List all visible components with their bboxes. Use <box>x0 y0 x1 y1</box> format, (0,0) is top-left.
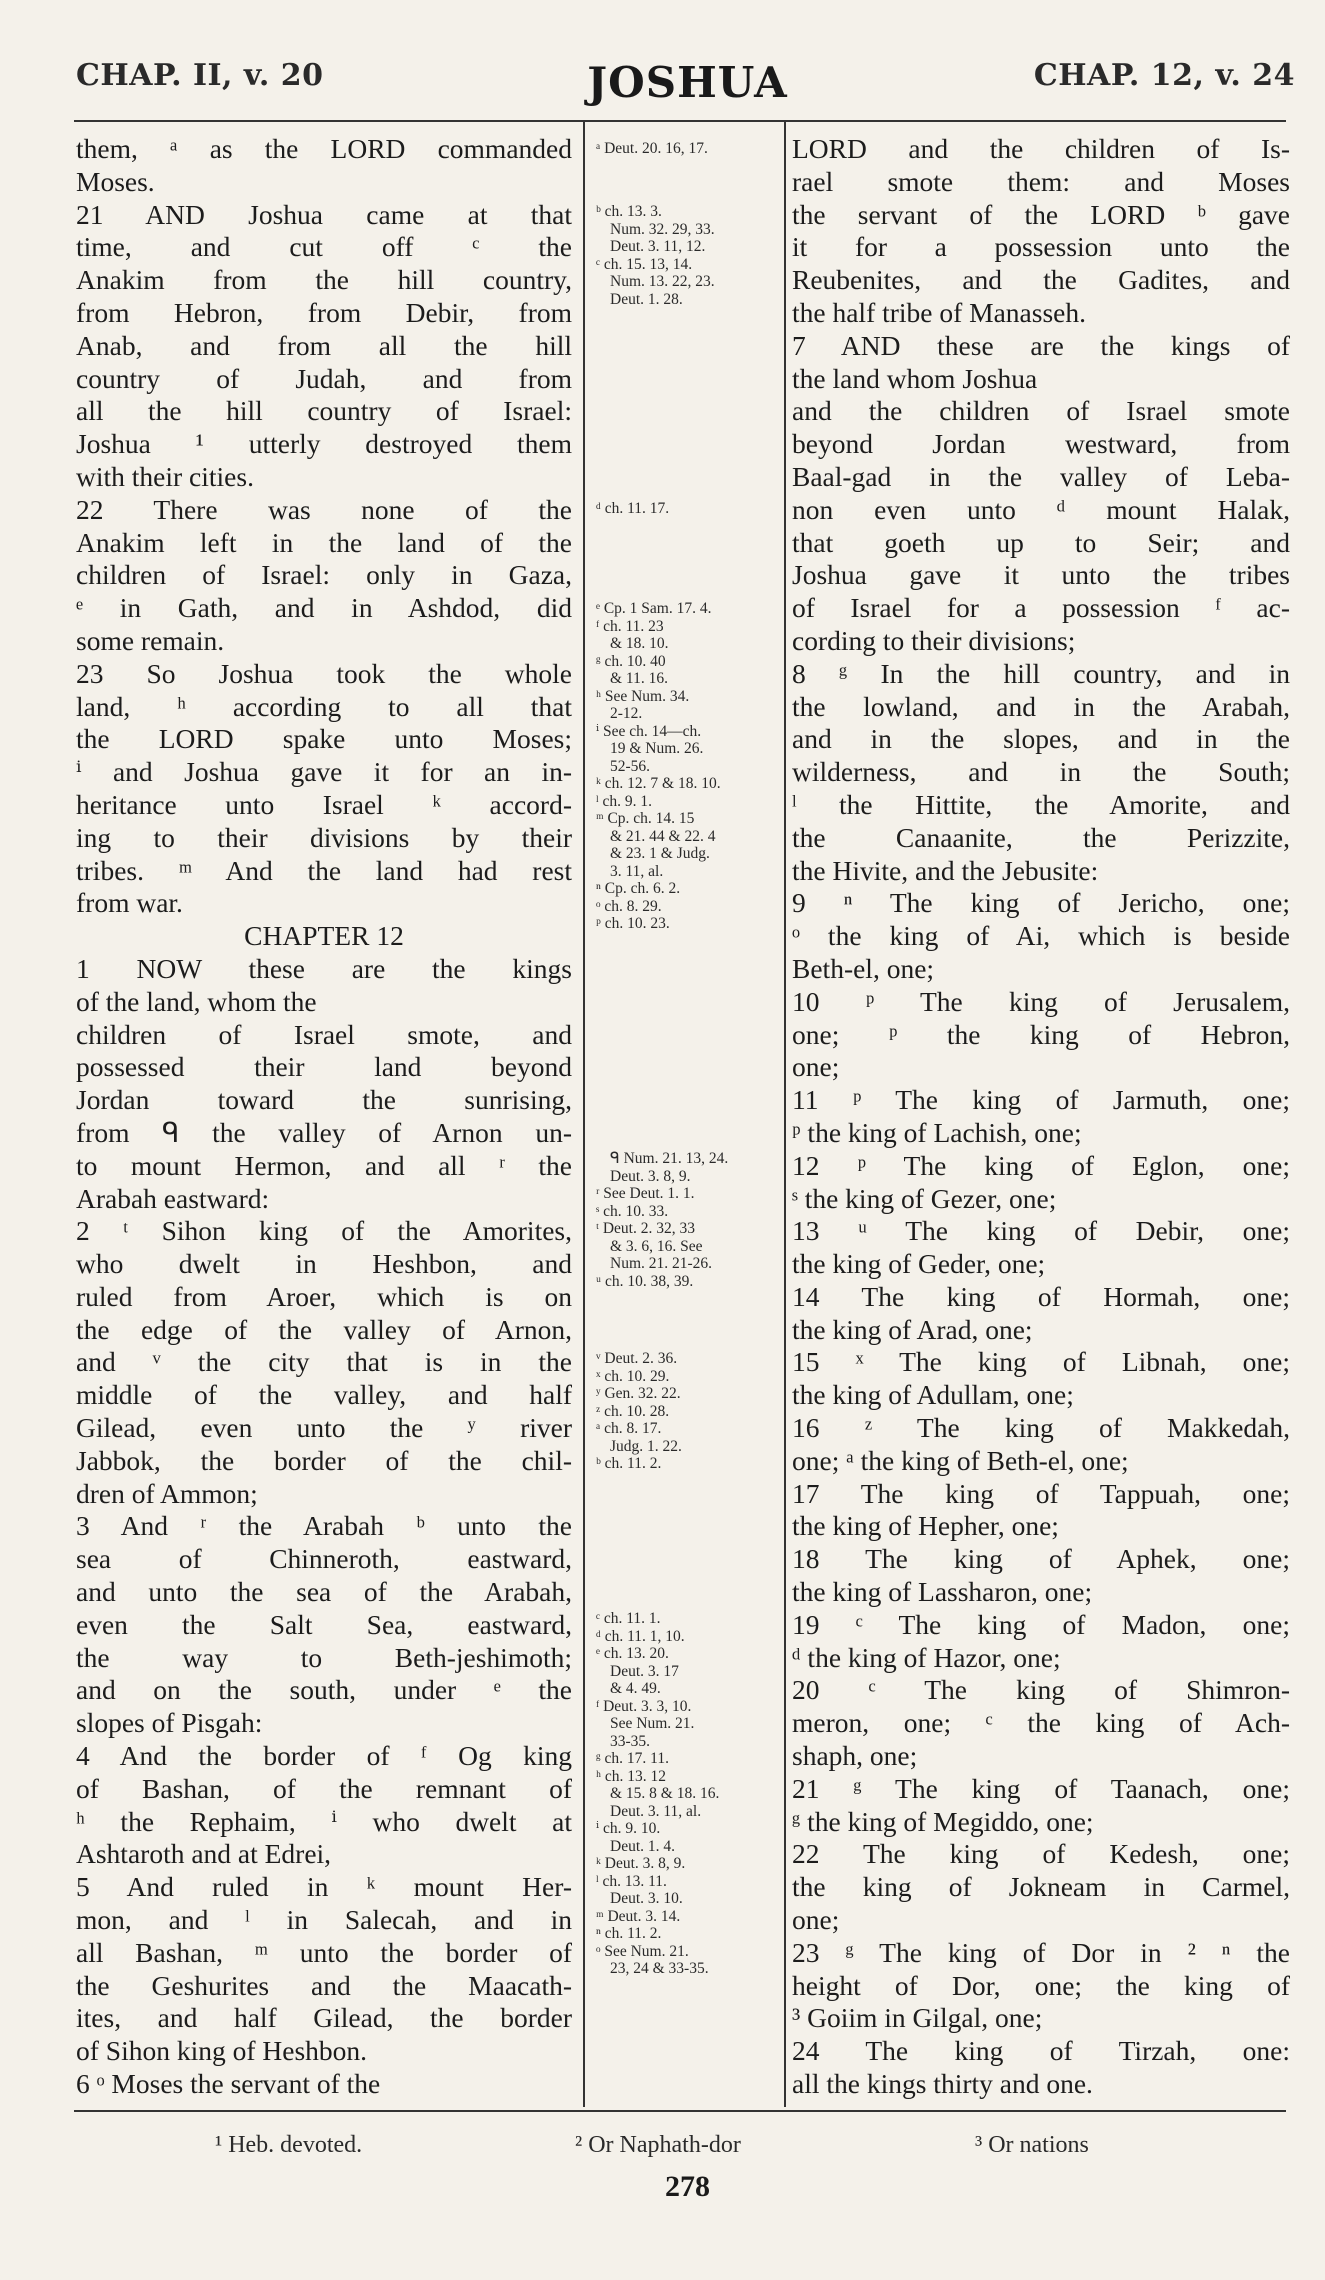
text-line: slopes of Pisgah: <box>76 1707 263 1739</box>
text-line: tribes. ᵐ And the land had rest <box>76 854 572 886</box>
text-line: Jabbok, the border of the chil- <box>76 1444 572 1476</box>
cross-reference: 23, 24 & 33-35. <box>610 1960 709 1977</box>
text-line: beyond Jordan westward, from <box>792 428 1290 460</box>
footnote-3: ³ Or nations <box>975 2132 1089 2158</box>
text-line: one; <box>792 1051 840 1083</box>
text-line: 19 ᶜ The king of Madon, one; <box>792 1608 1290 1640</box>
text-line: the lowland, and in the Arabah, <box>792 690 1290 722</box>
cross-reference: 3. 11, al. <box>610 862 664 880</box>
text-line: and the children of Israel smote <box>792 395 1290 427</box>
text-line: Arabah eastward: <box>76 1182 270 1214</box>
cross-reference: ᵉ Cp. 1 Sam. 17. 4. <box>596 600 712 617</box>
footer-rule <box>74 2110 1286 2112</box>
text-line: height of Dor, one; the king of <box>792 1969 1290 2001</box>
text-line: from war. <box>76 887 183 919</box>
reference-block-4 <box>596 600 780 933</box>
cross-reference: ᵍ ch. 17. 11. <box>596 1750 669 1767</box>
text-line: wilderness, and in the South; <box>792 756 1290 788</box>
text-line: rael smote them: and Moses <box>792 165 1290 197</box>
text-line: middle of the valley, and half <box>76 1379 572 1411</box>
text-line: shaph, one; <box>792 1740 918 1772</box>
text-line: 23 So Joshua took the whole <box>76 657 572 689</box>
text-line: all the hill country of Israel: <box>76 395 572 427</box>
cross-reference: ᵇ ch. 13. 3. <box>596 203 662 220</box>
text-line: Anakim from the hill country, <box>76 264 572 296</box>
text-line: heritance unto Israel ᵏ accord- <box>76 788 572 820</box>
text-line: 14 The king of Hormah, one; <box>792 1280 1290 1312</box>
text-line: all Bashan, ᵐ unto the border of <box>76 1936 572 1968</box>
text-line: ᵒ the king of Ai, which is beside <box>792 920 1290 952</box>
text-line: Gilead, even unto the ʸ river <box>76 1412 572 1444</box>
text-line: the Canaanite, the Perizzite, <box>792 821 1290 853</box>
cross-reference: & 11. 16. <box>610 670 668 687</box>
cross-reference: & 15. 8 & 18. 16. <box>610 1785 720 1802</box>
cross-reference: ᵈ ch. 11. 1, 10. <box>596 1627 685 1645</box>
footnote-2: ² Or Naphath-dor <box>575 2132 741 2158</box>
text-line: 17 The king of Tappuah, one; <box>792 1477 1290 1509</box>
reference-block-6 <box>596 1350 780 1473</box>
text-line: the Geshurites and the Maacath- <box>76 1969 572 2001</box>
text-line: of Israel for a possession ᶠ ac- <box>792 592 1290 624</box>
text-line: 21 AND Joshua came at that <box>76 198 572 230</box>
cross-reference: ˡ ch. 13. 11. <box>596 1872 667 1890</box>
text-line: Ashtaroth and at Edrei, <box>76 1838 332 1870</box>
header-chapter-end: CHAP. 12, v. 24 <box>1033 58 1295 93</box>
text-line: ᵈ the king of Hazor, one; <box>792 1641 1061 1673</box>
text-line: cording to their divisions; <box>792 624 1076 656</box>
text-line: ⁱ and Joshua gave it for an in- <box>76 756 572 788</box>
text-line: the Hivite, and the Jebusite: <box>792 854 1099 886</box>
cross-reference: ᵖ ch. 10. 23. <box>596 915 670 932</box>
cross-reference: Judg. 1. 22. <box>610 1437 682 1455</box>
reference-block-2 <box>596 203 780 308</box>
cross-reference: ᵇ ch. 11. 2. <box>596 1455 662 1472</box>
text-line: non even unto ᵈ mount Halak, <box>792 493 1290 525</box>
text-line: sea of Chinneroth, eastward, <box>76 1543 572 1575</box>
cross-reference: ⁱ See ch. 14—ch. <box>596 722 702 740</box>
text-line: Anakim left in the land of the <box>76 526 572 558</box>
text-line: ʰ the Rephaim, ⁱ who dwelt at <box>76 1805 572 1837</box>
text-line: 11 ᵖ The king of Jarmuth, one; <box>792 1084 1290 1116</box>
text-line: ᵖ the king of Lachish, one; <box>792 1116 1082 1148</box>
text-line: Beth-el, one; <box>792 952 935 984</box>
text-line: the half tribe of Manasseh. <box>792 296 1087 328</box>
cross-reference: & 18. 10. <box>610 635 669 652</box>
text-line: the edge of the valley of Arnon, <box>76 1313 572 1345</box>
cross-reference: ᵃ Deut. 20. 16, 17. <box>596 140 708 157</box>
text-line: ruled from Aroer, which is on <box>76 1280 572 1312</box>
text-line: the land whom Joshua <box>792 362 1038 394</box>
text-line: the LORD spake unto Moses; <box>76 723 572 755</box>
text-line: 12 ᵖ The king of Eglon, one; <box>792 1149 1290 1181</box>
cross-reference: ᵍ ch. 10. 40 <box>596 652 666 670</box>
text-line: 10 ᵖ The king of Jerusalem, <box>792 985 1290 1017</box>
text-line: them, ᵃ as the LORD commanded <box>76 133 572 164</box>
text-line: the king of Geder, one; <box>792 1248 1046 1280</box>
text-line: Moses. <box>76 165 155 197</box>
text-line: Reubenites, and the Gadites, and <box>792 264 1290 296</box>
cross-reference: 19 & Num. 26. <box>610 740 704 757</box>
cross-reference: Deut. 3. 11, al. <box>610 1802 702 1820</box>
text-line: 1 NOW these are the kings <box>76 952 572 984</box>
text-line: 15 ˣ The king of Libnah, one; <box>792 1346 1290 1378</box>
cross-reference: & 21. 44 & 22. 4 <box>610 827 716 845</box>
text-line: ˡ the Hittite, the Amorite, and <box>792 788 1290 820</box>
cross-reference: ᵒ See Num. 21. <box>596 1942 689 1960</box>
text-line: and on the south, under ᵉ the <box>76 1674 572 1706</box>
cross-reference: ʰ ch. 13. 12 <box>596 1767 666 1785</box>
cross-reference: ⁿ ch. 11. 2. <box>596 1925 662 1942</box>
text-line: ᵉ in Gath, and in Ashdod, did <box>76 592 572 624</box>
cross-reference: ᶜ ch. 15. 13, 14. <box>596 255 693 273</box>
text-line: of Bashan, of the remnant of <box>76 1772 572 1804</box>
cross-reference: ᵗ Deut. 2. 32, 33 <box>596 1220 695 1237</box>
header-chapter-start: CHAP. II, v. 20 <box>76 58 324 93</box>
text-line: country of Judah, and from <box>76 362 572 394</box>
cross-reference: ᵏ Deut. 3. 8, 9. <box>596 1855 686 1872</box>
text-line: ˢ the king of Gezer, one; <box>792 1182 1057 1214</box>
text-line: ing to their divisions by their <box>76 821 572 853</box>
text-line: some remain. <box>76 624 225 656</box>
cross-reference: ʳ See Deut. 1. 1. <box>596 1185 695 1202</box>
footnote-1: ¹ Heb. devoted. <box>215 2132 363 2158</box>
cross-reference: 52-56. <box>610 757 651 775</box>
cross-reference: ᵏ ch. 12. 7 & 18. 10. <box>596 775 721 792</box>
text-line: the king of Jokneam in Carmel, <box>792 1871 1290 1903</box>
text-line: ites, and half Gilead, the border <box>76 2002 572 2034</box>
cross-reference: Deut. 1. 4. <box>610 1837 676 1855</box>
text-line: from Hebron, from Debir, from <box>76 296 572 328</box>
text-line: the king of Lassharon, one; <box>792 1576 1093 1608</box>
reference-block-3 <box>596 500 780 518</box>
text-line: 9 ⁿ The king of Jericho, one; <box>792 887 1290 919</box>
text-line: and in the slopes, and in the <box>792 723 1290 755</box>
text-line: land, ʰ according to all that <box>76 690 572 722</box>
reference-block-5 <box>596 1150 780 1290</box>
text-line: even the Salt Sea, eastward, <box>76 1608 572 1640</box>
cross-reference: ᶠ Deut. 3. 3, 10. <box>596 1697 692 1715</box>
cross-reference: See Num. 21. <box>610 1715 695 1732</box>
text-line: Joshua ¹ utterly destroyed them <box>76 428 572 460</box>
cross-reference: Deut. 1. 28. <box>610 290 683 308</box>
reference-block-7 <box>596 1610 780 1978</box>
text-line: dren of Ammon; <box>76 1477 258 1509</box>
text-line: Baal-gad in the valley of Leba- <box>792 460 1290 492</box>
text-line: children of Israel smote, and <box>76 1018 572 1050</box>
page-number: 278 <box>665 2170 710 2203</box>
cross-reference: 2-12. <box>610 705 643 722</box>
text-line: possessed their land beyond <box>76 1051 572 1083</box>
text-line: one; ᵃ the king of Beth-el, one; <box>792 1444 1129 1476</box>
text-line: time, and cut off ᶜ the <box>76 231 572 263</box>
cross-reference: ˢ ch. 10. 33. <box>596 1202 669 1220</box>
text-line: who dwelt in Heshbon, and <box>76 1248 572 1280</box>
cross-reference: ᵒ ch. 8. 29. <box>596 897 662 915</box>
text-line: 8 ᵍ In the hill country, and in <box>792 657 1290 689</box>
cross-reference: ᶠ ch. 11. 23 <box>596 617 664 635</box>
cross-reference: ᶜ ch. 11. 1. <box>596 1610 661 1627</box>
text-line: the king of Adullam, one; <box>792 1379 1074 1411</box>
text-line: the servant of the LORD ᵇ gave <box>792 198 1290 230</box>
text-line: Jordan toward the sunrising, <box>76 1084 572 1116</box>
text-line: 22 The king of Kedesh, one; <box>792 1838 1290 1870</box>
text-line: 22 There was none of the <box>76 493 572 525</box>
text-line: of Sihon king of Heshbon. <box>76 2035 368 2067</box>
cross-reference: ᵛ Deut. 2. 36. <box>596 1350 678 1367</box>
text-line: 16 ᶻ The king of Makkedah, <box>792 1412 1290 1444</box>
text-line: and unto the sea of the Arabah, <box>76 1576 572 1608</box>
chapter-heading: CHAPTER 12 <box>244 920 404 952</box>
text-line: Anab, and from all the hill <box>76 329 572 361</box>
text-line: one; <box>792 1904 840 1936</box>
column-divider-right <box>784 122 786 2107</box>
text-line: to mount Hermon, and all ʳ the <box>76 1149 572 1181</box>
header-book-title: JOSHUA <box>587 58 788 107</box>
text-line: Joshua gave it unto the tribes <box>792 559 1290 591</box>
text-line: 4 And the border of ᶠ Og king <box>76 1740 572 1772</box>
text-line: the king of Hepher, one; <box>792 1510 1059 1542</box>
text-line: ᵍ the king of Megiddo, one; <box>792 1805 1094 1837</box>
text-line: children of Israel: only in Gaza, <box>76 559 572 591</box>
text-line: meron, one; ᶜ the king of Ach- <box>792 1707 1290 1739</box>
text-line: ³ Goiim in Gilgal, one; <box>792 2002 1043 2034</box>
text-line: that goeth up to Seir; and <box>792 526 1290 558</box>
cross-reference: 33-35. <box>610 1732 651 1750</box>
cross-reference: Deut. 3. 11, 12. <box>610 238 706 255</box>
text-line: with their cities. <box>76 460 254 492</box>
text-line: 18 The king of Aphek, one; <box>792 1543 1290 1575</box>
cross-reference: ᵘ ch. 10. 38, 39. <box>596 1272 694 1290</box>
cross-reference: ᵉ ch. 13. 20. <box>596 1645 669 1662</box>
cross-reference: ᑫ Num. 21. 13, 24. <box>610 1150 729 1167</box>
cross-reference: ⁱ ch. 9. 10. <box>596 1820 661 1837</box>
cross-reference: ᶻ ch. 10. 28. <box>596 1402 670 1420</box>
right-text-column <box>792 133 1290 2101</box>
cross-reference: & 23. 1 & Judg. <box>610 845 710 862</box>
header-rule <box>74 120 1286 122</box>
cross-reference: ᵃ ch. 8. 17. <box>596 1420 662 1437</box>
cross-reference: Num. 32. 29, 33. <box>610 220 715 238</box>
cross-reference: Deut. 3. 10. <box>610 1890 683 1907</box>
text-line: one; ᵖ the king of Hebron, <box>792 1018 1290 1050</box>
text-line: 3 And ʳ the Arabah ᵇ unto the <box>76 1510 572 1542</box>
cross-reference: ˡ ch. 9. 1. <box>596 792 652 810</box>
text-line: 2 ᵗ Sihon king of the Amorites, <box>76 1215 572 1247</box>
text-line: it for a possession unto the <box>792 231 1290 263</box>
text-line: all the kings thirty and one. <box>792 2068 1093 2100</box>
cross-reference: ᵈ ch. 11. 17. <box>596 500 670 517</box>
reference-block-1 <box>596 140 780 158</box>
cross-reference: Num. 21. 21-26. <box>610 1255 713 1272</box>
text-line: LORD and the children of Is- <box>792 133 1290 164</box>
cross-reference: ʰ See Num. 34. <box>596 687 690 705</box>
text-line: 23 ᵍ The king of Dor in ² ⁿ the <box>792 1936 1290 1968</box>
text-line: the way to Beth-jeshimoth; <box>76 1641 572 1673</box>
text-line: 5 And ruled in ᵏ mount Her- <box>76 1871 572 1903</box>
column-divider-left <box>583 122 585 2107</box>
text-line: and ᵛ the city that is in the <box>76 1346 572 1378</box>
text-line: 20 ᶜ The king of Shimron- <box>792 1674 1290 1706</box>
cross-reference: Deut. 3. 8, 9. <box>610 1167 691 1185</box>
text-line: 7 AND these are the kings of <box>792 329 1290 361</box>
cross-reference: ᵐ Deut. 3. 14. <box>596 1907 681 1925</box>
text-line: from ᑫ the valley of Arnon un- <box>76 1116 572 1148</box>
text-line: mon, and ˡ in Salecah, and in <box>76 1904 572 1936</box>
cross-reference: ᵐ Cp. ch. 14. 15 <box>596 810 695 827</box>
cross-reference: ˣ ch. 10. 29. <box>596 1367 670 1385</box>
text-line: the king of Arad, one; <box>792 1313 1033 1345</box>
left-text-column <box>76 133 572 2101</box>
cross-reference: & 3. 6, 16. See <box>610 1237 703 1255</box>
cross-reference: Num. 13. 22, 23. <box>610 273 715 290</box>
text-line: 13 ᵘ The king of Debir, one; <box>792 1215 1290 1247</box>
cross-reference: ⁿ Cp. ch. 6. 2. <box>596 880 681 897</box>
text-line: 24 The king of Tirzah, one: <box>792 2035 1290 2067</box>
text-line: 6 ᵒ Moses the servant of the <box>76 2068 381 2100</box>
cross-reference: Deut. 3. 17 <box>610 1662 679 1680</box>
text-line: 21 ᵍ The king of Taanach, one; <box>792 1772 1290 1804</box>
text-line: of the land, whom the <box>76 985 317 1017</box>
cross-reference: & 4. 49. <box>610 1680 661 1697</box>
cross-reference: ʸ Gen. 32. 22. <box>596 1385 681 1402</box>
